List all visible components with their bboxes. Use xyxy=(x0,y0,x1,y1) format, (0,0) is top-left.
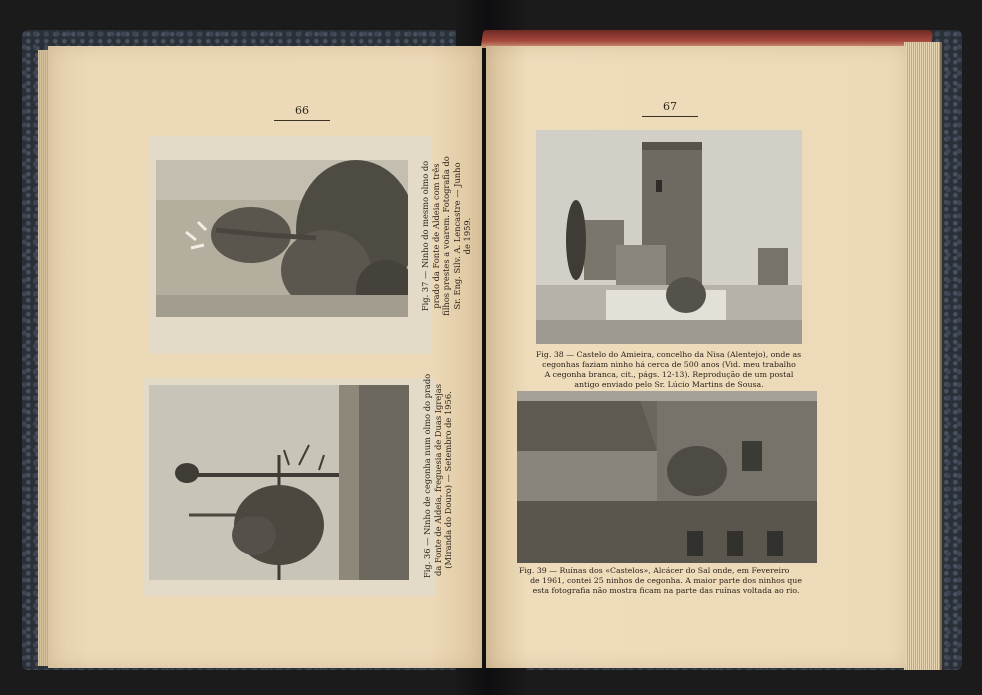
fig36-photo xyxy=(149,385,409,580)
fig37-caption-line: de 1959. xyxy=(462,217,473,255)
fig37-caption-line: Fig. 37 — Ninho do mesmo olmo do xyxy=(420,160,430,312)
fig39-caption xyxy=(519,566,813,596)
fig37-photo xyxy=(156,160,408,317)
fig39-caption-line: Fig. 39 — Ruínas dos «Castelos», Alcácer do Sal onde, em Fevereiro xyxy=(519,566,790,575)
fig38-caption xyxy=(536,350,802,390)
left-page-number: 66 xyxy=(272,104,332,121)
fig38-caption-line: antigo enviado pelo Sr. Lúcio Martins de Sousa. xyxy=(574,380,764,389)
fig36-caption-line: (Miranda do Douro) — Setembro de 1956. xyxy=(443,391,454,569)
fig36-caption-line: Fig. 36 — Ninho de cegonha num olmo do prado xyxy=(422,373,432,578)
fig37-caption-line: Sr. Eng. Silv. A. Lencastre — Junho xyxy=(451,162,462,310)
right-page-stack xyxy=(904,42,942,670)
fig37-caption-line: filhos prestes a voarem. Fotografia do xyxy=(441,156,452,316)
fig39-caption-line: esta fotografia não mostra ficam na parte das ruínas voltada ao rio. xyxy=(532,586,800,595)
fig38-caption-line: A cegonha branca, cit., págs. 12-13). Reprodução de um postal xyxy=(544,370,794,379)
fig38-caption-line: Fig. 38 — Castelo do Amieira, concelho da Nisa (Alentejo), onde as xyxy=(536,350,802,359)
right-page-number: 67 xyxy=(640,100,700,117)
fig39-caption-line: de 1961, contei 25 ninhos de cegonha. A maior parte dos ninhos que xyxy=(530,576,802,585)
fig38-caption-line: cegonhas faziam ninho há cerca de 500 anos (Vid. meu trabalho xyxy=(542,360,796,369)
fig36-caption-line: da Fonte de Aldeia, freguesia de Duas Igrejas xyxy=(432,384,443,576)
fig37-caption-line: prado da Fonte de Aldeia com três xyxy=(430,163,441,309)
fig39-photo xyxy=(517,391,817,563)
fig38-photo xyxy=(536,130,802,344)
